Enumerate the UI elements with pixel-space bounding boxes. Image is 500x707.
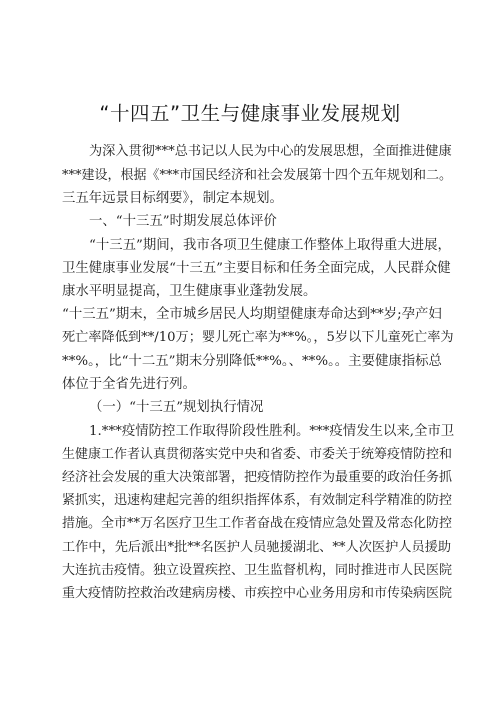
paragraph-line: 工作中，先后派出*批**名医护人员驰援湖北、**人次医护人员援助 — [62, 540, 452, 555]
paragraph-line: “十三五”期间，我市各项卫生健康工作整体上取得重大进展， — [89, 238, 451, 253]
paragraph-line: ***建设，根据《***市国民经济和社会发展第十四个五年规划和二。 — [62, 168, 453, 183]
paragraph-line: 经济社会发展的重大决策部署，把疫情防控作为最重要的政治任务抓 — [62, 470, 453, 485]
paragraph-line: 重大疫情防控救治改建病房楼、市疾控中心业务用房和市传染病医院 — [62, 586, 453, 601]
paragraph-line: 大连抗击疫情。独立设置疾控、卫生监督机构，同时推进市人民医院 — [62, 563, 453, 578]
paragraph-line: 生健康工作者认真贯彻落实党中央和省委、市委关于统筹疫情防控和 — [62, 447, 453, 462]
section-heading: 一、“十三五”时期发展总体评价 — [89, 214, 277, 229]
paragraph-line: 康水平明显提高，卫生健康事业蓬勃发展。 — [62, 284, 317, 299]
paragraph-line: 死亡率降低到**/10万；婴儿死亡率为**%。，5岁以下儿童死亡率为 — [62, 330, 454, 345]
paragraph-line: “十三五”期末，全市城乡居民人均期望健康寿命达到**岁;孕产妇 — [62, 307, 442, 322]
subsection-heading: （一）“十三五”规划执行情况 — [89, 400, 264, 415]
paragraph-line: 卫生健康事业发展“十三五”主要目标和任务全面完成，人民群众健 — [62, 261, 451, 276]
paragraph-line: 为深入贯彻***总书记以人民为中心的发展思想，全面推进健康 — [89, 144, 452, 159]
paragraph-line: 措施。全市**万名医疗卫生工作者奋战在疫情应急处置及常态化防控 — [62, 516, 453, 531]
paragraph-line: 紧抓实，迅速构建起完善的组织指挥体系，有效制定科学精准的防控 — [62, 493, 453, 508]
paragraph-line: **%。，比“十二五”期末分别降低**%。、**%。。主要健康指标总 — [62, 354, 442, 369]
paragraph-line: 体位于全省先进行列。 — [62, 377, 196, 392]
document-title: “十四五”卫生与健康事业发展规划 — [99, 102, 401, 125]
paragraph-line: 三五年远景目标纲要》，制定本规划。 — [62, 191, 283, 206]
paragraph-line: 1.***疫情防控工作取得阶段性胜利。***疫情发生以来,全市卫 — [89, 424, 455, 439]
